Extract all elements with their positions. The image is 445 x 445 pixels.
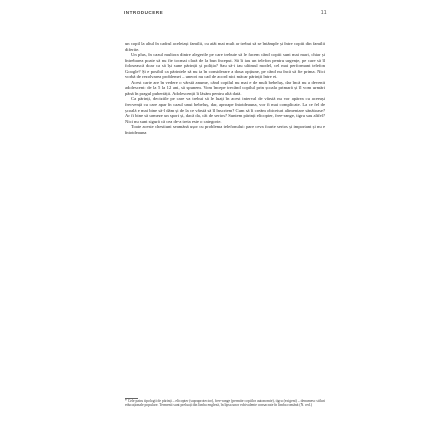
- paragraph: Un plus, în cazul multora dintre alegerile pe care trebuie să le facem când copiii sunt mai mari, chiar și întrebarea poate să nu fie tocmai clară de la bun început. Să îi iau un telefon pentru urgențe, pe care să îl folosească doar ca să își sune părinții și poliția? Sau să-i iau ultimul model, cel mai performant telefon Google? Și e posibil ca părintele să nu ia în considerare a doua opțiune, pe când nu încă să fie prima. Nici vorbă de rezolvarea problemei – uneori nu cad de acord nici măcar părinții între ei.: [125, 52, 325, 80]
- paragraph: un copil la altul în cadrul aceleiași familii, cu atât mai mult ar trebui să se întâmple și între copiii din familii diferite.: [125, 41, 325, 52]
- paragraph: Ca părinți, deciziile pe care va trebui să le luați în acest interval de vârstă nu vor apărea cu aceeași frecvență cu care apar în cazul unui bebeluș, dar, aproape întotdeauna, vor fi mai complicate. La ce fel de școală e mai bine să-l dăm și de la ce vârstă să îl înscriem? Cum să îi creăm obiceiuri alimentare sănătoase? Ar fi bine să urmeze un sport și, dacă da, cât de serios? Suntem părinți elicopter, free-range, tigru sau altfel? Nici nu sunt sigură că cea de-a treia este o categorie.: [125, 96, 325, 124]
- body-text: [125, 41, 325, 135]
- page-number: 11: [320, 10, 327, 16]
- footnote: * Cele patru tipologii de părinți – elicopter (supraprotector), free-range (permite copiilor autonomie), tigru (exigent) – denumesc stiluri educaționale populare. Termenii sunt preluați din limba engleză, în lipsa unor echivalente consacrate în limba română (N. red.): [125, 399, 325, 408]
- paragraph: Acest carte are în vedere o vârstă anume, când copilul nu mai e de mult bebeluș, dar încă nu a devenit adolescent: de la 5 la 12 ani, să spunem. Vom începe trecând copilul prin școala primară și îl vom urmări până în pragul pubertății. Adolescenții îi lăsăm pentru altă dată.: [125, 79, 325, 96]
- paragraph: Toate aceste chestiuni seamănă ușor cu problema telefonului: pare ceva foarte serios și important și nu e întotdeauna: [125, 124, 325, 135]
- running-header: [124, 10, 327, 18]
- running-title: INTRODUCERE: [124, 10, 164, 15]
